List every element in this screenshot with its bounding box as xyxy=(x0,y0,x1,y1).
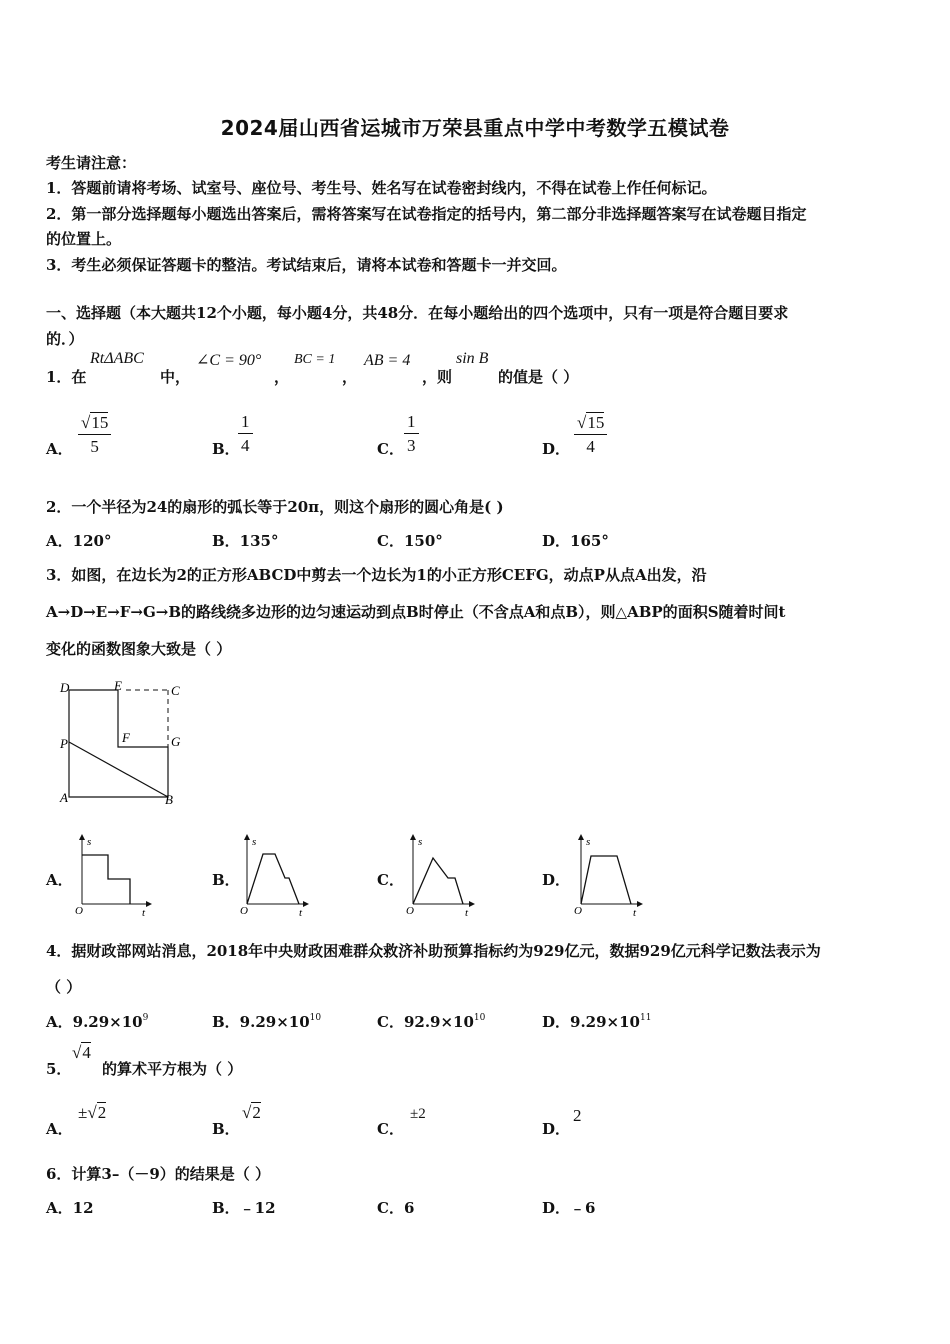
q5-text: 的算术平方根为（ ） xyxy=(102,1060,243,1078)
q6-stem: 6．计算3–（－9）的结果是（ ） xyxy=(46,1165,271,1183)
q1-sinb: sin B xyxy=(456,350,489,367)
arrow-icon xyxy=(469,901,475,907)
label-b: B xyxy=(165,792,173,807)
t-label: t xyxy=(299,907,303,918)
q1-option-a[interactable]: $\frac{√15}{5}$ xyxy=(78,412,111,457)
arrow-icon xyxy=(79,834,85,840)
q3-option-label: D． xyxy=(542,871,571,889)
q2-option-c[interactable]: C．150° xyxy=(377,532,443,550)
q5-option-label: B． xyxy=(212,1120,240,1138)
origin-label: O xyxy=(406,905,414,917)
origin-label: O xyxy=(75,905,83,917)
plus-minus: ± xyxy=(78,1103,88,1122)
q1-text: 的值是（ ） xyxy=(498,368,579,386)
t-label: t xyxy=(465,907,469,918)
q4-option-a[interactable] xyxy=(46,1011,148,1032)
arrow-icon xyxy=(146,901,152,907)
notice-item: 3．考生必须保证答题卡的整洁。考试结束后，请将本试卷和答题卡一并交回。 xyxy=(46,256,567,274)
q1-triangle: RtΔABC xyxy=(90,350,144,367)
radicand: 15 xyxy=(91,413,109,432)
q1-text: ，则 xyxy=(422,368,453,386)
s-label: s xyxy=(252,836,257,848)
q3-graph-d[interactable] xyxy=(571,832,653,918)
q5-option-d[interactable]: 2 xyxy=(573,1106,582,1125)
q3-figure xyxy=(52,678,192,808)
option-text: A．9.29×10 xyxy=(46,1013,143,1031)
arrow-icon xyxy=(303,901,309,907)
q3-stem-cont: 变化的函数图象大致是（ ） xyxy=(46,640,232,658)
section-heading-cont: 的．） xyxy=(46,330,84,348)
q1-text: ， xyxy=(274,368,290,386)
section-heading: 一、选择题（本大题共12个小题，每小题4分，共48分．在每小题给出的四个选项中，只有一项是符合题目要求 xyxy=(46,304,789,322)
arrow-icon xyxy=(637,901,643,907)
q1-option-label: C． xyxy=(377,440,404,458)
numerator: 1 xyxy=(404,412,419,434)
numerator: 1 xyxy=(238,412,253,434)
q2-option-d[interactable]: D．165° xyxy=(542,532,609,550)
exponent: 9 xyxy=(142,1013,149,1023)
q4-stem: 4．据财政部网站消息，2018年中央财政困难群众救济补助预算指标约为929亿元，数据929亿元科学记数法表示为 xyxy=(46,942,821,960)
q3-option-label: C． xyxy=(377,871,404,889)
q3-graph-c[interactable] xyxy=(403,832,485,918)
q5-option-b[interactable]: √2 xyxy=(242,1103,261,1122)
arrow-icon xyxy=(244,834,250,840)
graph-curve xyxy=(581,856,631,904)
page-title: 2024届山西省运城市万荣县重点中学中考数学五模试卷 xyxy=(220,116,730,140)
q6-option-b[interactable]: B．﹣12 xyxy=(212,1199,276,1217)
q5-option-label: A． xyxy=(46,1120,73,1138)
q5-option-label: D． xyxy=(542,1120,571,1138)
t-label: t xyxy=(633,907,637,918)
q2-option-b[interactable]: B．135° xyxy=(212,532,279,550)
denominator: 4 xyxy=(241,436,250,455)
s-label: s xyxy=(87,836,92,848)
option-text: B．9.29×10 xyxy=(212,1013,310,1031)
q3-option-label: B． xyxy=(212,871,240,889)
q1-option-c[interactable] xyxy=(404,412,419,456)
t-label: t xyxy=(142,907,146,918)
denominator: 4 xyxy=(586,437,595,456)
label-p: P xyxy=(60,736,68,751)
q1-text: 中， xyxy=(160,368,191,386)
s-label: s xyxy=(418,836,423,848)
graph-curve xyxy=(413,858,463,904)
q1-option-d[interactable]: $\frac{√15}{4}$ xyxy=(574,412,607,457)
q6-option-d[interactable]: D．﹣6 xyxy=(542,1199,596,1217)
q4-option-b[interactable] xyxy=(212,1011,321,1032)
s-label: s xyxy=(586,836,591,848)
exponent: 11 xyxy=(639,1013,652,1023)
q2-option-a[interactable]: A．120° xyxy=(46,532,112,550)
q3-graph-b[interactable] xyxy=(237,832,319,918)
q1-bc: BC = 1 xyxy=(294,352,336,367)
label-c: C xyxy=(171,683,180,698)
graph-curve xyxy=(82,855,130,904)
q1-option-label: B． xyxy=(212,440,240,458)
radicand: 15 xyxy=(587,413,605,432)
label-g: G xyxy=(171,734,181,749)
label-e: E xyxy=(114,678,122,693)
q4-option-c[interactable] xyxy=(377,1011,485,1032)
q5-option-label: C． xyxy=(377,1120,404,1138)
q4-option-d[interactable] xyxy=(542,1011,651,1032)
q6-option-c[interactable]: C．6 xyxy=(377,1199,415,1217)
option-text: C．92.9×10 xyxy=(377,1013,474,1031)
q3-option-label: A． xyxy=(46,871,73,889)
radicand: 2 xyxy=(252,1103,261,1122)
q5-option-c[interactable]: ±2 xyxy=(410,1106,426,1122)
radicand: 2 xyxy=(97,1103,107,1122)
notice-item: 的位置上。 xyxy=(46,230,122,248)
q4-stem-cont: （ ） xyxy=(46,978,82,996)
exponent: 10 xyxy=(309,1013,322,1023)
notice-item: 2．第一部分选择题每小题选出答案后，需将答案写在试卷指定的括号内，第二部分非选择题答案写在试卷题目指定 xyxy=(46,205,807,223)
segment-pb xyxy=(69,742,168,797)
label-a: A xyxy=(60,790,68,805)
origin-label: O xyxy=(574,905,582,917)
graph-curve xyxy=(247,854,299,904)
label-f: F xyxy=(122,730,130,745)
radicand: 4 xyxy=(82,1043,91,1062)
notice-item: 1．答题前请将考场、试室号、座位号、考生号、姓名写在试卷密封线内，不得在试卷上作任何标记。 xyxy=(46,179,717,197)
q1-option-label: D． xyxy=(542,440,571,458)
q3-graph-a[interactable] xyxy=(72,832,154,918)
label-d: D xyxy=(60,680,70,695)
q5-radical: √4 xyxy=(72,1043,91,1062)
q1-angle: ∠C = 90° xyxy=(196,352,262,369)
q1-text: ， xyxy=(342,368,358,386)
q1-number: 1．在 xyxy=(46,368,87,386)
q5-option-a[interactable]: ±√2 xyxy=(78,1103,107,1122)
origin-label: O xyxy=(240,905,248,917)
q2-stem: 2．一个半径为24的扇形的弧长等于20π，则这个扇形的圆心角是( ) xyxy=(46,498,504,516)
q6-option-a[interactable]: A．12 xyxy=(46,1199,94,1217)
notice-heading: 考生请注意： xyxy=(46,154,137,172)
q3-stem-cont: A→D→E→F→G→B的路线绕多边形的边匀速运动到点B时停止（不含点A和点B），则△ABP的面积S随着时间t xyxy=(46,603,786,621)
arrow-icon xyxy=(578,834,584,840)
q1-option-label: A． xyxy=(46,440,73,458)
denominator: 5 xyxy=(90,437,99,456)
q5-number: 5． xyxy=(46,1060,72,1078)
q3-stem: 3．如图，在边长为2的正方形ABCD中剪去一个边长为1的小正方形CEFG，动点P从点A出发，沿 xyxy=(46,566,707,584)
denominator: 3 xyxy=(407,436,416,455)
arrow-icon xyxy=(410,834,416,840)
q1-option-b[interactable] xyxy=(238,412,253,456)
exponent: 10 xyxy=(473,1013,486,1023)
option-text: D．9.29×10 xyxy=(542,1013,640,1031)
q1-ab: AB = 4 xyxy=(364,352,411,369)
